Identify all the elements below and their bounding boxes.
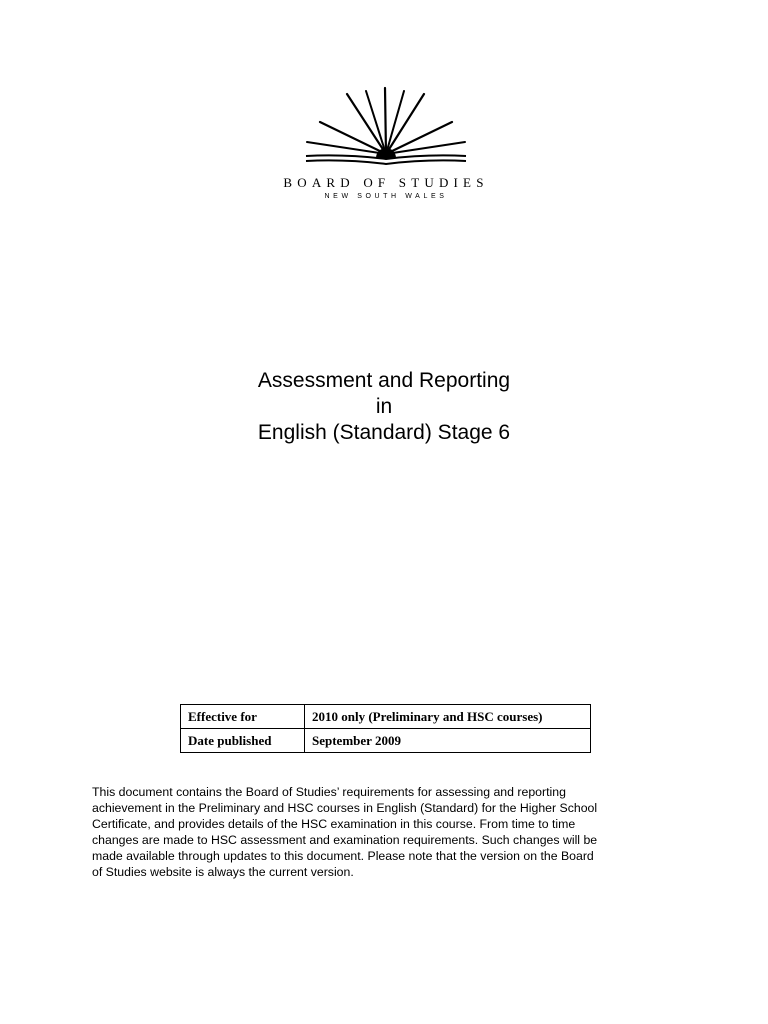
paragraph-line: of Studies website is always the current version. bbox=[92, 865, 354, 879]
table-row bbox=[181, 705, 591, 729]
board-of-studies-logo bbox=[282, 84, 490, 206]
document-info-table bbox=[180, 704, 591, 753]
rising-sun-book-icon bbox=[282, 84, 490, 174]
table-row bbox=[181, 729, 591, 753]
intro-paragraph bbox=[92, 784, 682, 880]
paragraph-line: changes are made to HSC assessment and examination requirements. Such changes will be bbox=[92, 833, 598, 847]
title-line-3: English (Standard) Stage 6 bbox=[257, 421, 511, 444]
organisation-name: BOARD OF STUDIES bbox=[283, 175, 489, 190]
title-line-1: Assessment and Reporting bbox=[257, 369, 511, 392]
paragraph-line: achievement in the Preliminary and HSC courses in English (Standard) for the Higher School bbox=[92, 801, 598, 815]
effective-for-value: 2010 only (Preliminary and HSC courses) bbox=[305, 705, 591, 729]
paragraph-line: made available through updates to this document. Please note that the version on the Board bbox=[92, 849, 594, 863]
date-published-value: September 2009 bbox=[305, 729, 591, 753]
title-line-2: in bbox=[375, 395, 393, 418]
organisation-subtitle: NEW SOUTH WALES bbox=[324, 193, 448, 200]
paragraph-line: Certificate, and provides details of the HSC examination in this course. From time to time bbox=[92, 817, 576, 831]
paragraph-line: This document contains the Board of Studies’ requirements for assessing and reporting bbox=[92, 785, 566, 799]
effective-for-label: Effective for bbox=[181, 705, 305, 729]
document-title bbox=[0, 368, 768, 446]
date-published-label: Date published bbox=[181, 729, 305, 753]
